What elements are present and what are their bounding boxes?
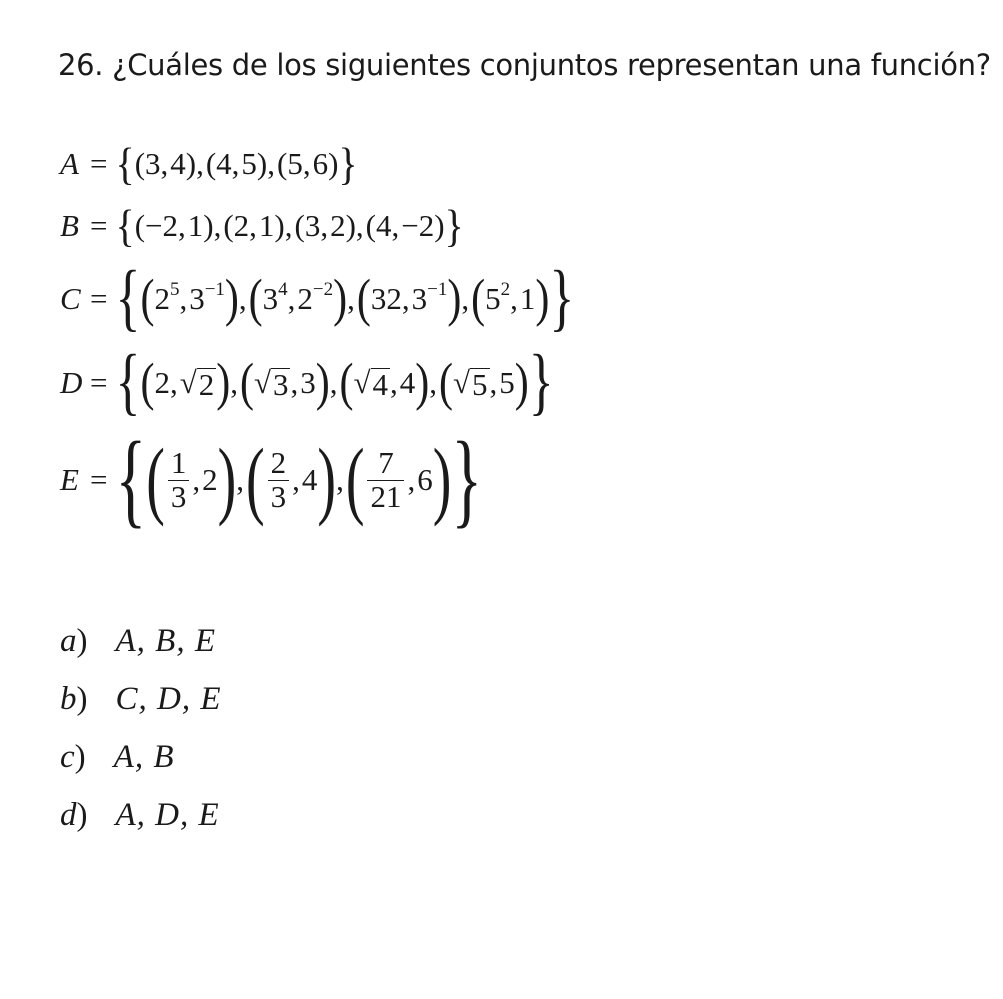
pair: $\frac{2}{3}$ , 4: [265, 447, 318, 513]
option-a[interactable]: a ) A, B, E: [60, 622, 216, 659]
pair: (2,1): [223, 208, 285, 243]
set-name: C: [60, 281, 81, 316]
pair: $2^5,3^{-1}$: [154, 279, 225, 316]
set-name: D: [60, 365, 83, 400]
set-c: C = { ( $2^5,3^{-1}$ ) , ( $3^4,2^{-2}$ ) , ( $32,3^{-1}$ ) , ( $5^2,1$ ) }: [60, 256, 575, 340]
pair: $\frac{7}{21}$ , 6: [364, 447, 432, 513]
option-choice: A, B, E: [115, 622, 216, 659]
option-letter: d: [60, 796, 77, 833]
set-name: B: [60, 208, 79, 243]
equals-sign: =: [90, 208, 108, 243]
option-b[interactable]: b ) C, D, E: [60, 680, 222, 717]
option-choice: A, B: [113, 738, 175, 775]
pair: (4,5): [205, 146, 268, 181]
set-e: E = { ( $\frac{1}{3}$ , 2 ) , ( $\frac{2}{3}$ , 4 ) , ( $\frac{7}{21}$ , 6 ) }: [60, 420, 483, 538]
option-choice: A, D, E: [115, 796, 220, 833]
open-brace: {: [115, 137, 135, 190]
pair: (4,−2): [365, 208, 445, 243]
equals-sign: =: [90, 281, 108, 316]
option-choice: C, D, E: [115, 680, 222, 717]
option-letter: b: [60, 680, 77, 717]
equals-sign: =: [90, 365, 108, 400]
square-root: √ 4: [353, 364, 388, 402]
pair: √ 3 ,3: [253, 364, 316, 402]
fraction: $\frac{2}{3}$: [268, 447, 290, 513]
open-brace: {: [115, 199, 135, 252]
set-b: B = { (−2,1) , (2,1) , (3,2) , (4,−2) }: [60, 199, 464, 252]
set-d: D = { ( 2, √ 2 ) , ( √ 3 ,3 ) , ( √ 4 ,4 ) , ( √ 5 ,5 ) }: [60, 340, 554, 424]
open-brace: {: [115, 256, 141, 340]
close-brace: }: [338, 137, 358, 190]
close-brace: }: [528, 340, 554, 424]
pair: (−2,1): [134, 208, 214, 243]
option-letter: c: [60, 738, 75, 775]
pair: $3^4,2^{-2}$: [262, 279, 334, 316]
close-brace: }: [549, 256, 575, 340]
close-brace: }: [444, 199, 464, 252]
pair: (3,2): [294, 208, 356, 243]
set-name: E: [60, 462, 79, 497]
option-c[interactable]: c ) A, B: [60, 738, 175, 775]
open-brace: {: [115, 340, 141, 424]
pair: $\frac{1}{3}$ , 2: [165, 447, 218, 513]
answer-options: [60, 612, 222, 844]
pair: √ 5 ,5: [453, 364, 515, 402]
pair: √ 4 ,4: [353, 364, 416, 402]
square-root: √ 2: [179, 364, 215, 402]
option-d[interactable]: d ) A, D, E: [60, 796, 220, 833]
close-brace: }: [451, 420, 483, 538]
square-root: √ 5: [453, 364, 488, 402]
equals-sign: =: [90, 462, 108, 497]
set-name: A: [60, 146, 79, 181]
set-a: A = { (3,4) , (4,5) , (5,6) }: [60, 137, 358, 190]
pair: 2, √ 2: [154, 364, 215, 402]
pair: $5^2,1$: [485, 279, 536, 316]
pair: (5,6): [277, 146, 339, 181]
fraction: $\frac{1}{3}$: [168, 447, 190, 513]
fraction: $\frac{7}{21}$: [367, 447, 404, 513]
open-brace: {: [115, 420, 147, 538]
equals-sign: =: [90, 146, 108, 181]
square-root: √ 3: [253, 364, 289, 402]
pair: (3,4): [134, 146, 197, 181]
question-text: 26. ¿Cuáles de los siguientes conjuntos representan una función?: [58, 48, 991, 82]
option-letter: a: [60, 622, 77, 659]
pair: $32,3^{-1}$: [370, 279, 448, 316]
sets-list: [60, 133, 575, 538]
